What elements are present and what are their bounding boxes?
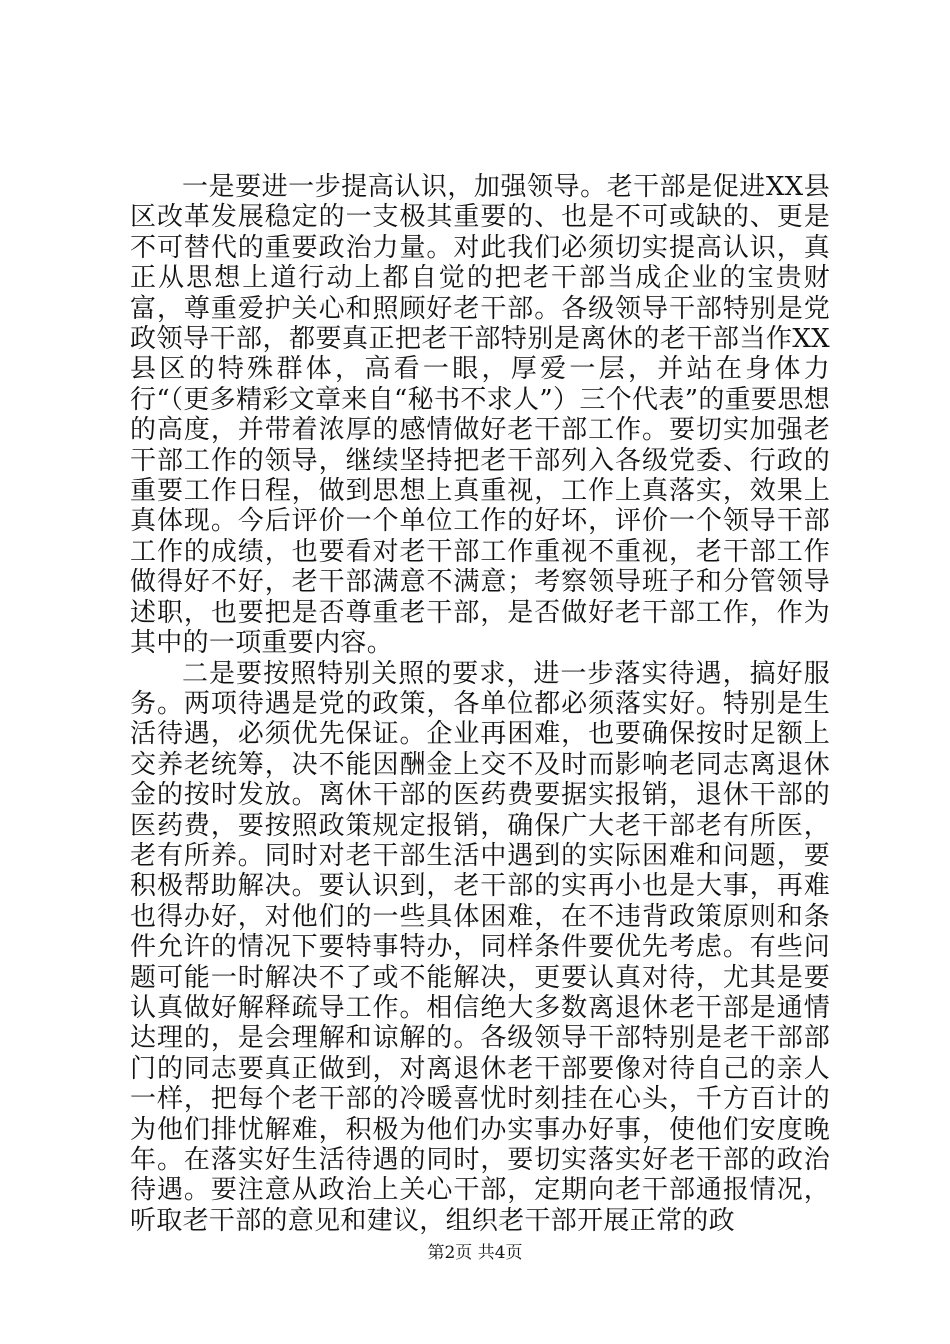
- paragraph-1: 一是要进一步提高认识，加强领导。老干部是促进XX县区改革发展稳定的一支极其重要的、也是不可或缺的、更是不可替代的重要政治力量。对此我们必须切实提高认识，真正从思想上道行动上都自觉的把老干部当成企业的宝贵财富，尊重爱护关心和照顾好老干部。各级领导干部特别是党政领导干部，都要真正把老干部特别是离休的老干部当作XX县区的特殊群体，高看一眼，厚爱一层，并站在身体力行“（更多精彩文章来自“秘书不求人”）三个代表”的重要思想的高度，并带着浓厚的感情做好老干部工作。要切实加强老干部工作的领导，继续坚持把老干部列入各级党委、行政的重要工作日程，做到思想上真重视，工作上真落实，效果上真体现。今后评价一个单位工作的好坏，评价一个领导干部工作的成绩，也要看对老干部工作重视不重视，老干部工作做得好不好，老干部满意不满意；考察领导班子和分管领导述职，也要把是否尊重老干部，是否做好老干部工作，作为其中的一项重要内容。: [130, 172, 830, 659]
- document-body: [130, 172, 830, 1236]
- page-footer: [0, 1242, 950, 1264]
- page-number-label: 第2页 共4页: [427, 1243, 523, 1263]
- paragraph-2: 二是要按照特别关照的要求，进一步落实待遇，搞好服务。两项待遇是党的政策，各单位都必须落实好。特别是生活待遇，必须优先保证。企业再困难，也要确保按时足额上交养老统筹，决不能因酬金上交不及时而影响老同志离退休金的按时发放。离休干部的医药费要据实报销，退休干部的医药费，要按照政策规定报销，确保广大老干部老有所医，老有所养。同时对老干部生活中遇到的实际困难和问题，要积极帮助解决。要认识到，老干部的实再小也是大事，再难也得办好，对他们的一些具体困难，在不违背政策原则和条件允许的情况下要特事特办，同样条件要优先考虑。有些问题可能一时解决不了或不能解决，更要认真对待，尤其是要认真做好解释疏导工作。相信绝大多数离退休老干部是通情达理的，是会理解和谅解的。各级领导干部特别是老干部部门的同志要真正做到，对离退休老干部要像对待自己的亲人一样，把每个老干部的冷暖喜忧时刻挂在心头，千方百计的为他们排忧解难，积极为他们办实事办好事，使他们安度晚年。在落实好生活待遇的同时，要切实落实好老干部的政治待遇。要注意从政治上关心干部，定期向老干部通报情况，听取老干部的意见和建议，组织老干部开展正常的政: [130, 658, 830, 1236]
